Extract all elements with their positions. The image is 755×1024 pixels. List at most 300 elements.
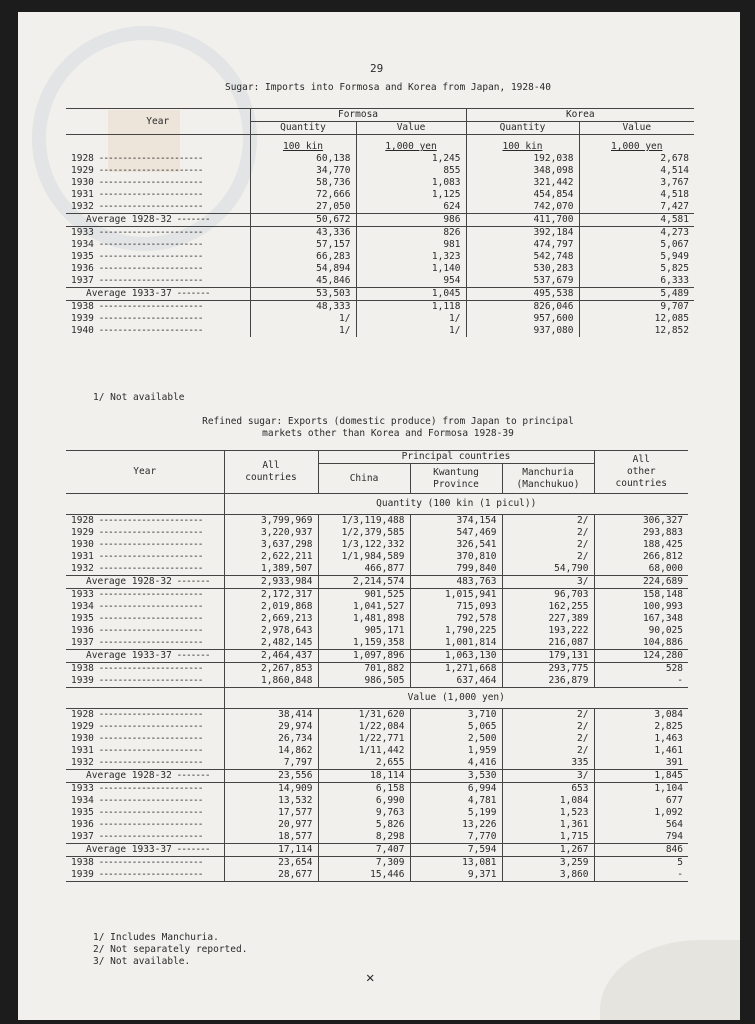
value-cell: 1,045 <box>356 288 466 301</box>
value-cell: 54,894 <box>250 263 356 275</box>
value-cell: 306,327 <box>594 515 688 528</box>
all-other-header: All other countries <box>594 451 688 494</box>
year-row <box>66 601 688 613</box>
value-cell: - <box>594 869 688 882</box>
value-cell: 1,140 <box>356 263 466 275</box>
value-cell: 483,763 <box>410 576 502 589</box>
korea-header: Korea <box>466 109 694 122</box>
table1-title: Sugar: Imports into Formosa and Korea from Japan, 1928-40 <box>224 82 551 93</box>
value-cell: 224,689 <box>594 576 688 589</box>
value-cell: 326,541 <box>410 539 502 551</box>
value-cell: 1,001,814 <box>410 637 502 650</box>
value-cell: 7,309 <box>318 857 410 870</box>
value-cell: 192,038 <box>466 153 579 165</box>
year-row <box>66 551 688 563</box>
value-cell: 2/ <box>502 733 594 745</box>
section-header-row <box>66 494 688 515</box>
value-cell: 701,882 <box>318 663 410 676</box>
value-cell: 7,427 <box>579 201 694 214</box>
value-cell: 348,098 <box>466 165 579 177</box>
value-cell: 7,594 <box>410 844 502 857</box>
value-cell: 266,812 <box>594 551 688 563</box>
year-label: 1932 ---------------------- <box>71 201 203 212</box>
year-row <box>66 563 688 576</box>
value-cell: 3/ <box>502 770 594 783</box>
average-label: Average 1933-37 ------- <box>86 844 210 855</box>
value-cell: 937,080 <box>466 325 579 337</box>
value-cell: 454,854 <box>466 189 579 201</box>
year-header: Year <box>66 109 250 135</box>
value-cell: 167,348 <box>594 613 688 625</box>
col-header: Quantity <box>466 122 579 135</box>
value-cell: 677 <box>594 795 688 807</box>
value-cell: 2,655 <box>318 757 410 770</box>
value-cell: 1/ <box>356 313 466 325</box>
value-cell: 66,283 <box>250 251 356 263</box>
value-cell: 53,503 <box>250 288 356 301</box>
table2-title-line: markets other than Korea and Formosa 1928-39 <box>262 428 514 439</box>
value-cell: 3,710 <box>410 709 502 722</box>
value-cell: 2,978,643 <box>224 625 318 637</box>
value-cell: 1,715 <box>502 831 594 844</box>
table1-footnote: 1/ Not available <box>93 392 185 403</box>
value-cell: 158,148 <box>594 589 688 602</box>
value-cell: 5 <box>594 857 688 870</box>
year-row <box>66 325 694 337</box>
year-label: 1937 ---------------------- <box>71 831 203 842</box>
value-cell: 8,298 <box>318 831 410 844</box>
year-row <box>66 783 688 796</box>
value-cell: 17,577 <box>224 807 318 819</box>
value-cell: 1,860,848 <box>224 675 318 688</box>
year-label: 1935 ---------------------- <box>71 807 203 818</box>
year-row <box>66 189 694 201</box>
value-cell: 13,532 <box>224 795 318 807</box>
year-row <box>66 527 688 539</box>
value-cell: 50,672 <box>250 214 356 227</box>
value-cell: 43,336 <box>250 227 356 240</box>
year-label: 1935 ---------------------- <box>71 613 203 624</box>
year-row <box>66 263 694 275</box>
value-cell: 293,883 <box>594 527 688 539</box>
value-cell: 34,770 <box>250 165 356 177</box>
value-cell: 2,825 <box>594 721 688 733</box>
value-cell: 162,255 <box>502 601 594 613</box>
value-cell: 392,184 <box>466 227 579 240</box>
year-label: 1928 ---------------------- <box>71 709 203 720</box>
value-cell: 68,000 <box>594 563 688 576</box>
value-cell: 1,361 <box>502 819 594 831</box>
footnote: 1/ Includes Manchuria. <box>93 932 219 943</box>
section-label: Quantity (100 kin (1 picul)) <box>224 494 688 515</box>
value-cell: 5,065 <box>410 721 502 733</box>
value-cell: 6,994 <box>410 783 502 796</box>
average-row <box>66 288 694 301</box>
value-cell: 7,770 <box>410 831 502 844</box>
value-cell: 1/ <box>250 325 356 337</box>
value-cell: 227,389 <box>502 613 594 625</box>
value-cell: 542,748 <box>466 251 579 263</box>
value-cell: 4,518 <box>579 189 694 201</box>
kwantung-header: Kwantung Province <box>410 464 502 494</box>
value-cell: 3,220,937 <box>224 527 318 539</box>
year-label: 1935 ---------------------- <box>71 251 203 262</box>
year-label: 1934 ---------------------- <box>71 601 203 612</box>
value-cell: 9,763 <box>318 807 410 819</box>
year-row <box>66 745 688 757</box>
value-cell: 905,171 <box>318 625 410 637</box>
value-cell: 6,990 <box>318 795 410 807</box>
year-label: 1934 ---------------------- <box>71 239 203 250</box>
year-row <box>66 807 688 819</box>
value-cell: 547,469 <box>410 527 502 539</box>
value-cell: 2,214,574 <box>318 576 410 589</box>
value-cell: 537,679 <box>466 275 579 288</box>
average-label: Average 1928-32 ------- <box>86 576 210 587</box>
value-cell: 846 <box>594 844 688 857</box>
value-cell: 7,797 <box>224 757 318 770</box>
value-cell: 742,070 <box>466 201 579 214</box>
all-countries-header: All countries <box>224 451 318 494</box>
value-cell: 1,481,898 <box>318 613 410 625</box>
value-cell: 2/ <box>502 709 594 722</box>
value-cell: 1/ <box>356 325 466 337</box>
value-cell: 1,041,527 <box>318 601 410 613</box>
value-cell: 13,226 <box>410 819 502 831</box>
value-cell: 855 <box>356 165 466 177</box>
year-row <box>66 251 694 263</box>
footnote: 3/ Not available. <box>93 956 191 967</box>
table1 <box>66 108 694 337</box>
value-cell: 901,525 <box>318 589 410 602</box>
table2-footnotes <box>93 932 247 968</box>
value-cell: 2,933,984 <box>224 576 318 589</box>
year-row <box>66 239 694 251</box>
value-cell: 179,131 <box>502 650 594 663</box>
value-cell: 60,138 <box>250 153 356 165</box>
value-cell: 1/ <box>250 313 356 325</box>
value-cell: 1,323 <box>356 251 466 263</box>
value-cell: 18,114 <box>318 770 410 783</box>
value-cell: 100,993 <box>594 601 688 613</box>
year-label: 1930 ---------------------- <box>71 539 203 550</box>
year-row <box>66 819 688 831</box>
value-cell: 374,154 <box>410 515 502 528</box>
average-label: Average 1928-32 ------- <box>86 214 210 225</box>
year-label: 1933 ---------------------- <box>71 783 203 794</box>
year-header: Year <box>66 451 224 494</box>
value-cell: 4,273 <box>579 227 694 240</box>
value-cell: 29,974 <box>224 721 318 733</box>
value-cell: 1/3,122,332 <box>318 539 410 551</box>
value-cell: 1,271,668 <box>410 663 502 676</box>
year-row <box>66 201 694 214</box>
year-row <box>66 869 688 882</box>
value-cell: 48,333 <box>250 301 356 314</box>
value-cell: 216,087 <box>502 637 594 650</box>
value-cell: 466,877 <box>318 563 410 576</box>
value-cell: 1,092 <box>594 807 688 819</box>
value-cell: 1,084 <box>502 795 594 807</box>
year-label: 1936 ---------------------- <box>71 625 203 636</box>
value-cell: 1,523 <box>502 807 594 819</box>
value-cell: 3,530 <box>410 770 502 783</box>
average-row <box>66 844 688 857</box>
value-cell: 5,949 <box>579 251 694 263</box>
value-cell: 370,810 <box>410 551 502 563</box>
table2-title-line: Refined sugar: Exports (domestic produce) from Japan to principal <box>202 416 574 427</box>
value-cell: 23,654 <box>224 857 318 870</box>
value-cell: 2/ <box>502 527 594 539</box>
value-cell: 6,333 <box>579 275 694 288</box>
value-cell: 528 <box>594 663 688 676</box>
year-row <box>66 721 688 733</box>
value-cell: 495,538 <box>466 288 579 301</box>
value-cell: 6,158 <box>318 783 410 796</box>
year-label: 1937 ---------------------- <box>71 637 203 648</box>
value-cell: 3,259 <box>502 857 594 870</box>
value-cell: 14,909 <box>224 783 318 796</box>
average-row <box>66 576 688 589</box>
year-label: 1939 ---------------------- <box>71 313 203 324</box>
year-row <box>66 795 688 807</box>
year-label: 1930 ---------------------- <box>71 733 203 744</box>
principal-countries-header: Principal countries <box>318 451 594 464</box>
value-cell: 5,067 <box>579 239 694 251</box>
value-cell: 1,790,225 <box>410 625 502 637</box>
value-cell: 72,666 <box>250 189 356 201</box>
value-cell: 1/2,379,585 <box>318 527 410 539</box>
value-cell: 1,063,130 <box>410 650 502 663</box>
year-row <box>66 857 688 870</box>
year-label: 1933 ---------------------- <box>71 227 203 238</box>
year-label: 1933 ---------------------- <box>71 589 203 600</box>
value-cell: 530,283 <box>466 263 579 275</box>
value-cell: 2/ <box>502 721 594 733</box>
value-cell: 957,600 <box>466 313 579 325</box>
section-label: Value (1,000 yen) <box>224 688 688 709</box>
value-cell: 981 <box>356 239 466 251</box>
value-cell: 792,578 <box>410 613 502 625</box>
value-cell: 9,707 <box>579 301 694 314</box>
value-cell: 5,489 <box>579 288 694 301</box>
value-cell: 236,879 <box>502 675 594 688</box>
year-label: 1936 ---------------------- <box>71 263 203 274</box>
year-label: 1938 ---------------------- <box>71 857 203 868</box>
value-cell: 653 <box>502 783 594 796</box>
value-cell: 1,125 <box>356 189 466 201</box>
value-cell: 12,085 <box>579 313 694 325</box>
unit-label: 1,000 yen <box>356 135 466 154</box>
year-row <box>66 613 688 625</box>
end-mark: ✕ <box>366 970 375 986</box>
year-row <box>66 709 688 722</box>
value-cell: 124,280 <box>594 650 688 663</box>
value-cell: 391 <box>594 757 688 770</box>
value-cell: 1,159,358 <box>318 637 410 650</box>
year-row <box>66 275 694 288</box>
table2 <box>66 450 688 882</box>
value-cell: 2,267,853 <box>224 663 318 676</box>
year-row <box>66 313 694 325</box>
value-cell: 1,267 <box>502 844 594 857</box>
unit-label: 1,000 yen <box>579 135 694 154</box>
value-cell: 293,775 <box>502 663 594 676</box>
value-cell: 954 <box>356 275 466 288</box>
value-cell: 2,172,317 <box>224 589 318 602</box>
value-cell: 637,464 <box>410 675 502 688</box>
value-cell: 54,790 <box>502 563 594 576</box>
value-cell: 2,678 <box>579 153 694 165</box>
value-cell: 2,669,213 <box>224 613 318 625</box>
value-cell: 23,556 <box>224 770 318 783</box>
average-row <box>66 214 694 227</box>
value-cell: 2,019,868 <box>224 601 318 613</box>
average-row <box>66 650 688 663</box>
value-cell: 17,114 <box>224 844 318 857</box>
value-cell: 715,093 <box>410 601 502 613</box>
value-cell: 193,222 <box>502 625 594 637</box>
value-cell: 5,199 <box>410 807 502 819</box>
value-cell: 794 <box>594 831 688 844</box>
year-row <box>66 589 688 602</box>
value-cell: 1/3,119,488 <box>318 515 410 528</box>
value-cell: 2/ <box>502 539 594 551</box>
value-cell: 2,622,211 <box>224 551 318 563</box>
value-cell: 5,825 <box>579 263 694 275</box>
value-cell: 13,081 <box>410 857 502 870</box>
value-cell: 986,505 <box>318 675 410 688</box>
year-label: 1931 ---------------------- <box>71 551 203 562</box>
value-cell: 3,767 <box>579 177 694 189</box>
section-header-row <box>66 688 688 709</box>
value-cell: 5,826 <box>318 819 410 831</box>
value-cell: 15,446 <box>318 869 410 882</box>
value-cell: 1,015,941 <box>410 589 502 602</box>
year-label: 1928 ---------------------- <box>71 153 203 164</box>
year-label: 1939 ---------------------- <box>71 869 203 880</box>
value-cell: 335 <box>502 757 594 770</box>
value-cell: 1,083 <box>356 177 466 189</box>
value-cell: 1,845 <box>594 770 688 783</box>
value-cell: 1/22,771 <box>318 733 410 745</box>
year-label: 1938 ---------------------- <box>71 663 203 674</box>
value-cell: 1/1,984,589 <box>318 551 410 563</box>
value-cell: 2,482,145 <box>224 637 318 650</box>
value-cell: 411,700 <box>466 214 579 227</box>
value-cell: 58,736 <box>250 177 356 189</box>
year-row <box>66 625 688 637</box>
year-label: 1930 ---------------------- <box>71 177 203 188</box>
value-cell: 2/ <box>502 551 594 563</box>
value-cell: 18,577 <box>224 831 318 844</box>
value-cell: 26,734 <box>224 733 318 745</box>
cloth-edge <box>600 940 740 1020</box>
value-cell: 1/22,084 <box>318 721 410 733</box>
value-cell: 3,860 <box>502 869 594 882</box>
col-header: Value <box>579 122 694 135</box>
col-header: Value <box>356 122 466 135</box>
average-row <box>66 770 688 783</box>
value-cell: 4,514 <box>579 165 694 177</box>
value-cell: 1,389,507 <box>224 563 318 576</box>
value-cell: 1,463 <box>594 733 688 745</box>
value-cell: 4,416 <box>410 757 502 770</box>
value-cell: 321,442 <box>466 177 579 189</box>
value-cell: - <box>594 675 688 688</box>
footnote: 2/ Not separately reported. <box>93 944 248 955</box>
table2-title <box>128 416 648 440</box>
value-cell: 3,084 <box>594 709 688 722</box>
value-cell: 38,414 <box>224 709 318 722</box>
unit-label: 100 kin <box>466 135 579 154</box>
value-cell: 1,461 <box>594 745 688 757</box>
year-label: 1939 ---------------------- <box>71 675 203 686</box>
value-cell: 9,371 <box>410 869 502 882</box>
value-cell: 826,046 <box>466 301 579 314</box>
year-row <box>66 539 688 551</box>
year-label: 1934 ---------------------- <box>71 795 203 806</box>
value-cell: 7,407 <box>318 844 410 857</box>
value-cell: 45,846 <box>250 275 356 288</box>
year-row <box>66 675 688 688</box>
value-cell: 96,703 <box>502 589 594 602</box>
manchuria-header: Manchuria (Manchukuo) <box>502 464 594 494</box>
year-row <box>66 165 694 177</box>
year-row <box>66 637 688 650</box>
year-label: 1928 ---------------------- <box>71 515 203 526</box>
value-cell: 474,797 <box>466 239 579 251</box>
value-cell: 104,886 <box>594 637 688 650</box>
value-cell: 1,959 <box>410 745 502 757</box>
value-cell: 3,799,969 <box>224 515 318 528</box>
value-cell: 2,500 <box>410 733 502 745</box>
year-label: 1936 ---------------------- <box>71 819 203 830</box>
value-cell: 20,977 <box>224 819 318 831</box>
value-cell: 826 <box>356 227 466 240</box>
year-label: 1929 ---------------------- <box>71 721 203 732</box>
value-cell: 1/31,620 <box>318 709 410 722</box>
value-cell: 1,097,896 <box>318 650 410 663</box>
value-cell: 2/ <box>502 745 594 757</box>
value-cell: 3/ <box>502 576 594 589</box>
value-cell: 2,464,437 <box>224 650 318 663</box>
value-cell: 986 <box>356 214 466 227</box>
page-number: 29 <box>370 62 384 75</box>
value-cell: 799,840 <box>410 563 502 576</box>
year-label: 1931 ---------------------- <box>71 189 203 200</box>
value-cell: 1,245 <box>356 153 466 165</box>
average-label: Average 1933-37 ------- <box>86 288 210 299</box>
value-cell: 3,637,298 <box>224 539 318 551</box>
year-label: 1932 ---------------------- <box>71 757 203 768</box>
year-row <box>66 733 688 745</box>
value-cell: 14,862 <box>224 745 318 757</box>
value-cell: 28,677 <box>224 869 318 882</box>
year-label: 1931 ---------------------- <box>71 745 203 756</box>
year-label: 1938 ---------------------- <box>71 301 203 312</box>
value-cell: 4,581 <box>579 214 694 227</box>
value-cell: 188,425 <box>594 539 688 551</box>
year-row <box>66 515 688 528</box>
unit-label: 100 kin <box>250 135 356 154</box>
value-cell: 1,118 <box>356 301 466 314</box>
year-row <box>66 153 694 165</box>
year-row <box>66 227 694 240</box>
year-row <box>66 757 688 770</box>
value-cell: 57,157 <box>250 239 356 251</box>
year-row <box>66 663 688 676</box>
